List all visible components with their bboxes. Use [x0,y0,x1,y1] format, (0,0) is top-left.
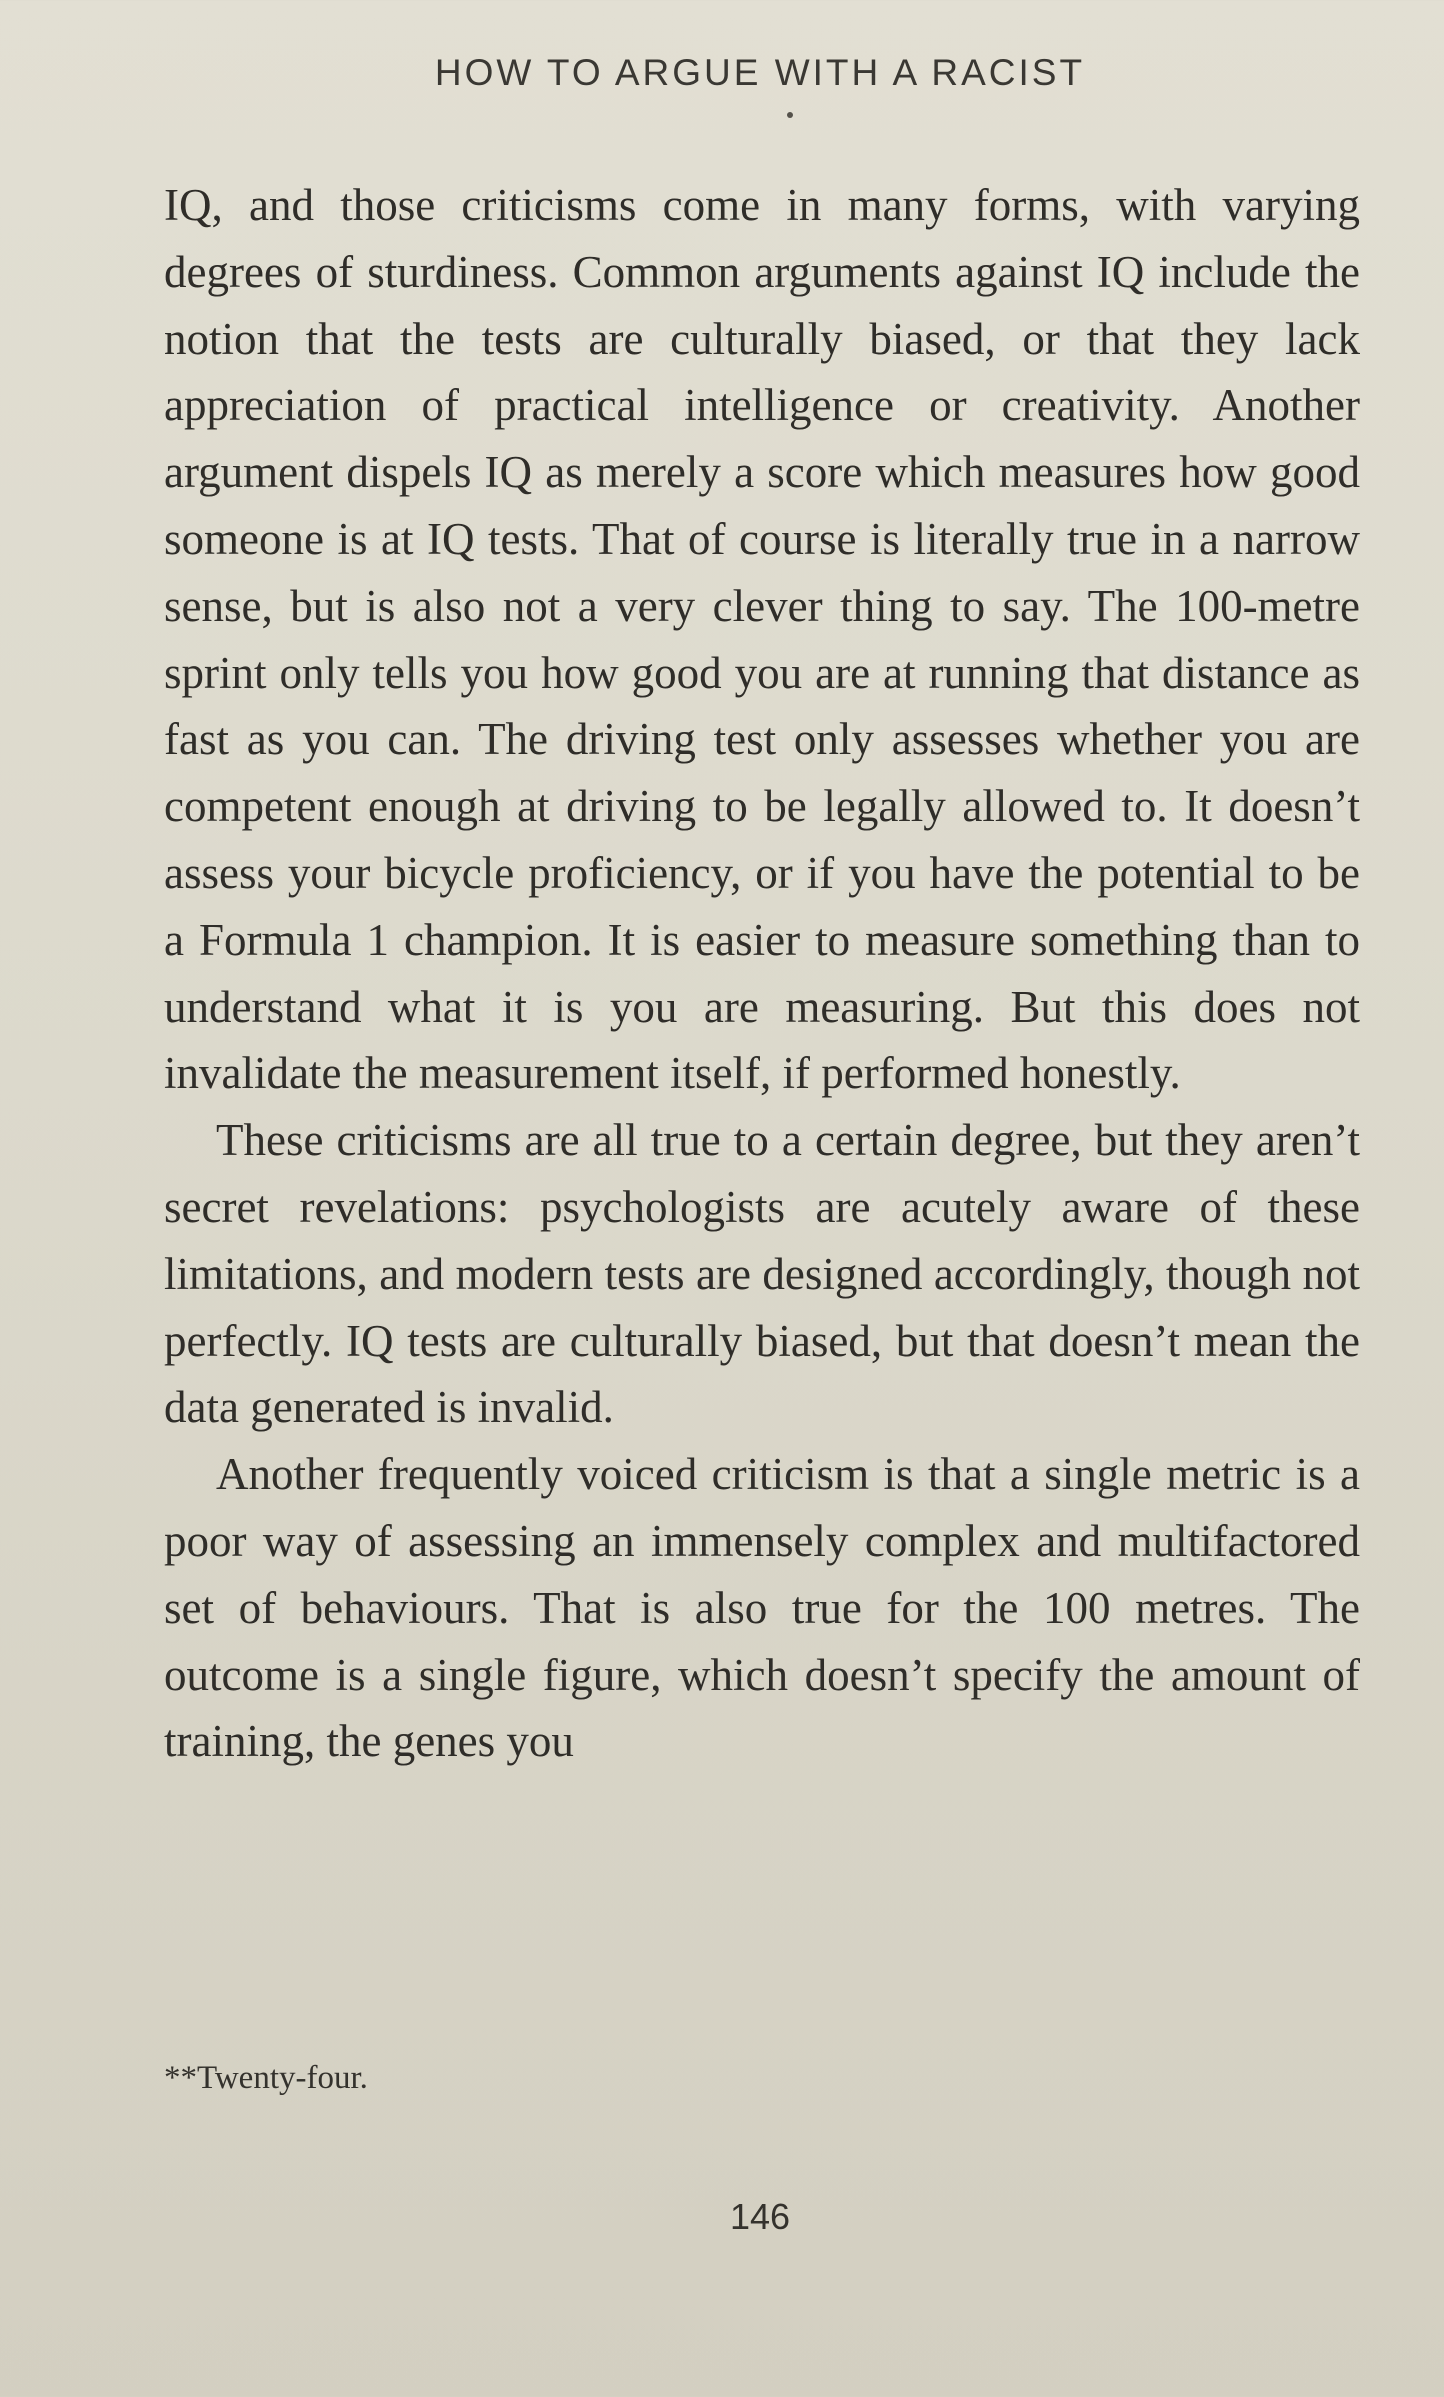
page-number: 146 [729,2196,791,2237]
body-text [164,172,1360,1775]
paragraph-2: These criticisms are all true to a certain degree, but they aren’t secret revelations: psychologists are acutely aware of these limitations, and modern tests are designed accordingly, though not perfectly. IQ tests are culturally biased, but that doesn’t mean the data generated is invalid. [164,1115,1360,1433]
ornament-dot [787,112,793,118]
footnote: **Twenty-four. [164,2060,368,2096]
paragraph-3: Another frequently voiced criticism is that a single metric is a poor way of assessing an immensely complex and multifactored set of behaviours. That is also true for the 100 metres. The outcome is a single figure, which doesn’t specify the amount of training, the genes you [164,1449,1360,1767]
paragraph-1: IQ, and those criticisms come in many forms, with varying degrees of sturdiness. Common arguments against IQ include the notion that the tests are culturally biased, or that they lack appreciation of practical intelligence or creativity. Another argument dispels IQ as merely a score which measures how good someone is at IQ tests. That of course is literally true in a narrow sense, but is also not a very clever thing to say. The 100-metre sprint only tells you how good you are at running that distance as fast as you can. The driving test only assesses whether you are competent enough at driving to be legally allowed to. It doesn’t assess your bicycle proficiency, or if you have the potential to be a Formula 1 champion. It is easier to measure something than to understand what it is you are measuring. But this does not invalidate the measurement itself, if performed honestly. [164,180,1360,1099]
running-head: HOW TO ARGUE WITH A RACIST [434,52,1086,93]
